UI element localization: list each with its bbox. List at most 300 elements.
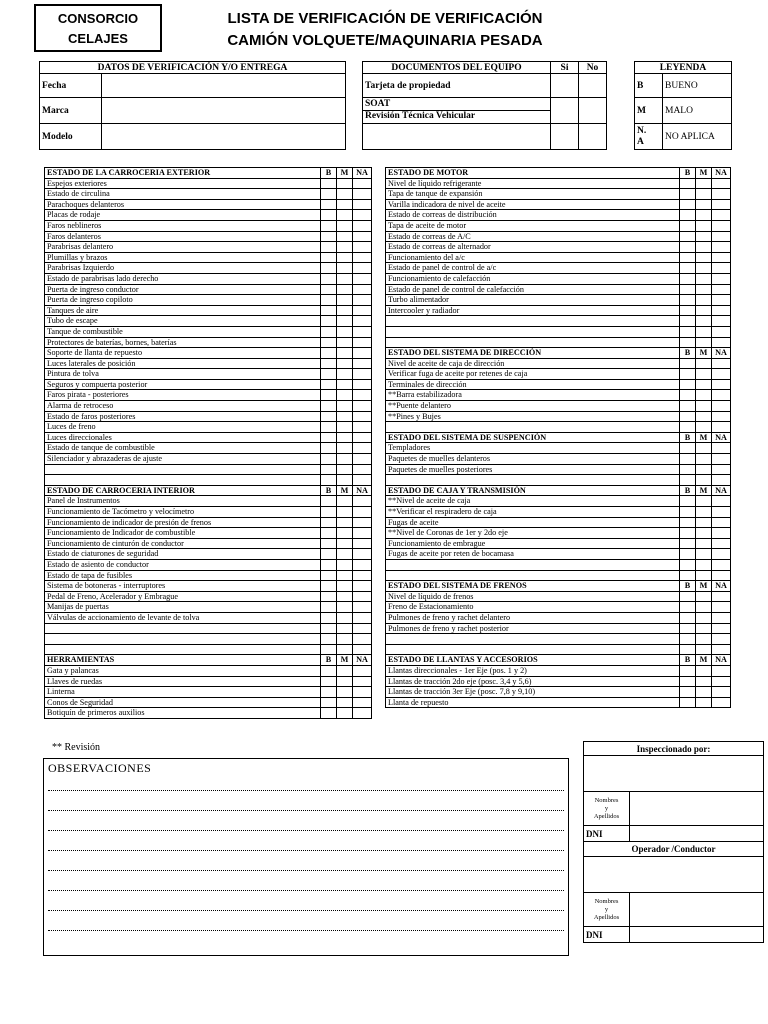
check-cell-na[interactable] bbox=[353, 496, 372, 507]
check-cell-b[interactable] bbox=[680, 358, 696, 369]
check-cell-na[interactable] bbox=[353, 379, 372, 390]
check-cell-m[interactable] bbox=[337, 220, 353, 231]
check-cell-m[interactable] bbox=[696, 570, 712, 581]
check-cell-m[interactable] bbox=[696, 602, 712, 613]
check-cell-b[interactable] bbox=[321, 454, 337, 465]
check-cell-na[interactable] bbox=[353, 326, 372, 337]
check-cell-b[interactable] bbox=[680, 644, 696, 655]
check-cell-m[interactable] bbox=[696, 358, 712, 369]
check-cell-na[interactable] bbox=[353, 697, 372, 708]
check-cell-na[interactable] bbox=[712, 358, 731, 369]
check-cell-m[interactable] bbox=[696, 295, 712, 306]
check-cell-b[interactable] bbox=[321, 475, 337, 486]
check-cell-b[interactable] bbox=[321, 676, 337, 687]
check-cell-b[interactable] bbox=[321, 581, 337, 592]
check-cell-b[interactable] bbox=[321, 464, 337, 475]
modelo-field[interactable] bbox=[102, 124, 346, 150]
check-cell-m[interactable] bbox=[696, 305, 712, 316]
check-cell-b[interactable] bbox=[680, 602, 696, 613]
check-cell-na[interactable] bbox=[712, 559, 731, 570]
check-cell-na[interactable] bbox=[353, 443, 372, 454]
check-cell-na[interactable] bbox=[712, 231, 731, 242]
check-cell-m[interactable] bbox=[337, 581, 353, 592]
check-cell-b[interactable] bbox=[680, 263, 696, 274]
check-cell-b[interactable] bbox=[680, 401, 696, 412]
check-cell-b[interactable] bbox=[321, 189, 337, 200]
check-cell-na[interactable] bbox=[712, 697, 731, 708]
check-cell-na[interactable] bbox=[353, 305, 372, 316]
check-cell-b[interactable] bbox=[680, 422, 696, 433]
check-cell-na[interactable] bbox=[353, 623, 372, 634]
check-cell-m[interactable] bbox=[337, 379, 353, 390]
check-cell-na[interactable] bbox=[353, 507, 372, 518]
check-cell-b[interactable] bbox=[680, 549, 696, 560]
check-cell-b[interactable] bbox=[321, 305, 337, 316]
check-cell-na[interactable] bbox=[712, 390, 731, 401]
check-cell-m[interactable] bbox=[696, 549, 712, 560]
check-cell-m[interactable] bbox=[337, 422, 353, 433]
check-cell-na[interactable] bbox=[353, 432, 372, 443]
check-cell-b[interactable] bbox=[321, 220, 337, 231]
check-cell-b[interactable] bbox=[321, 379, 337, 390]
check-cell-b[interactable] bbox=[680, 623, 696, 634]
check-cell-m[interactable] bbox=[337, 517, 353, 528]
check-cell-b[interactable] bbox=[321, 507, 337, 518]
check-cell-na[interactable] bbox=[712, 220, 731, 231]
check-cell-m[interactable] bbox=[696, 443, 712, 454]
check-cell-na[interactable] bbox=[712, 242, 731, 253]
check-cell-b[interactable] bbox=[680, 496, 696, 507]
check-cell-na[interactable] bbox=[353, 348, 372, 359]
check-cell-m[interactable] bbox=[337, 231, 353, 242]
check-cell-na[interactable] bbox=[712, 401, 731, 412]
check-cell-b[interactable] bbox=[680, 517, 696, 528]
check-cell-b[interactable] bbox=[321, 602, 337, 613]
check-cell-na[interactable] bbox=[353, 411, 372, 422]
check-cell-b[interactable] bbox=[680, 252, 696, 263]
check-cell-m[interactable] bbox=[696, 178, 712, 189]
check-cell-m[interactable] bbox=[337, 623, 353, 634]
check-cell-na[interactable] bbox=[712, 687, 731, 698]
check-cell-m[interactable] bbox=[337, 475, 353, 486]
check-cell-na[interactable] bbox=[712, 273, 731, 284]
check-cell-m[interactable] bbox=[696, 273, 712, 284]
soat-si-cell[interactable] bbox=[551, 98, 579, 124]
check-cell-na[interactable] bbox=[712, 623, 731, 634]
check-cell-b[interactable] bbox=[680, 676, 696, 687]
check-cell-na[interactable] bbox=[712, 570, 731, 581]
check-cell-m[interactable] bbox=[337, 178, 353, 189]
check-cell-na[interactable] bbox=[712, 591, 731, 602]
check-cell-m[interactable] bbox=[337, 591, 353, 602]
check-cell-na[interactable] bbox=[353, 570, 372, 581]
check-cell-b[interactable] bbox=[680, 559, 696, 570]
check-cell-m[interactable] bbox=[696, 496, 712, 507]
check-cell-m[interactable] bbox=[337, 411, 353, 422]
check-cell-na[interactable] bbox=[712, 517, 731, 528]
check-cell-m[interactable] bbox=[337, 676, 353, 687]
check-cell-na[interactable] bbox=[353, 316, 372, 327]
check-cell-b[interactable] bbox=[680, 369, 696, 380]
check-cell-m[interactable] bbox=[337, 708, 353, 719]
check-cell-m[interactable] bbox=[337, 401, 353, 412]
check-cell-na[interactable] bbox=[353, 220, 372, 231]
check-cell-m[interactable] bbox=[337, 496, 353, 507]
check-cell-na[interactable] bbox=[712, 496, 731, 507]
check-cell-na[interactable] bbox=[712, 443, 731, 454]
check-cell-na[interactable] bbox=[353, 358, 372, 369]
check-cell-m[interactable] bbox=[696, 411, 712, 422]
check-cell-m[interactable] bbox=[696, 665, 712, 676]
check-cell-m[interactable] bbox=[696, 284, 712, 295]
check-cell-na[interactable] bbox=[712, 178, 731, 189]
check-cell-b[interactable] bbox=[680, 538, 696, 549]
check-cell-na[interactable] bbox=[712, 464, 731, 475]
check-cell-na[interactable] bbox=[712, 316, 731, 327]
check-cell-b[interactable] bbox=[680, 464, 696, 475]
check-cell-m[interactable] bbox=[696, 559, 712, 570]
check-cell-m[interactable] bbox=[696, 316, 712, 327]
check-cell-m[interactable] bbox=[696, 199, 712, 210]
check-cell-na[interactable] bbox=[712, 676, 731, 687]
check-cell-b[interactable] bbox=[680, 570, 696, 581]
check-cell-m[interactable] bbox=[337, 316, 353, 327]
check-cell-b[interactable] bbox=[321, 358, 337, 369]
check-cell-b[interactable] bbox=[680, 284, 696, 295]
check-cell-m[interactable] bbox=[696, 369, 712, 380]
check-cell-m[interactable] bbox=[337, 464, 353, 475]
check-cell-m[interactable] bbox=[696, 528, 712, 539]
check-cell-b[interactable] bbox=[321, 295, 337, 306]
marca-field[interactable] bbox=[102, 98, 346, 124]
check-cell-m[interactable] bbox=[337, 507, 353, 518]
check-cell-na[interactable] bbox=[712, 422, 731, 433]
check-cell-na[interactable] bbox=[353, 634, 372, 645]
check-cell-m[interactable] bbox=[337, 273, 353, 284]
check-cell-na[interactable] bbox=[353, 559, 372, 570]
check-cell-na[interactable] bbox=[353, 454, 372, 465]
check-cell-na[interactable] bbox=[712, 379, 731, 390]
check-cell-b[interactable] bbox=[680, 273, 696, 284]
check-cell-m[interactable] bbox=[337, 454, 353, 465]
check-cell-na[interactable] bbox=[712, 252, 731, 263]
check-cell-b[interactable] bbox=[321, 697, 337, 708]
check-cell-b[interactable] bbox=[321, 517, 337, 528]
check-cell-b[interactable] bbox=[680, 305, 696, 316]
check-cell-m[interactable] bbox=[337, 263, 353, 274]
check-cell-m[interactable] bbox=[337, 305, 353, 316]
check-cell-na[interactable] bbox=[353, 464, 372, 475]
check-cell-m[interactable] bbox=[337, 326, 353, 337]
check-cell-b[interactable] bbox=[680, 528, 696, 539]
check-cell-na[interactable] bbox=[712, 284, 731, 295]
operador-nombres-field[interactable] bbox=[630, 893, 764, 927]
check-cell-na[interactable] bbox=[712, 326, 731, 337]
check-cell-na[interactable] bbox=[353, 178, 372, 189]
check-cell-na[interactable] bbox=[712, 305, 731, 316]
check-cell-b[interactable] bbox=[680, 337, 696, 348]
check-cell-b[interactable] bbox=[321, 665, 337, 676]
check-cell-na[interactable] bbox=[353, 369, 372, 380]
check-cell-na[interactable] bbox=[712, 210, 731, 221]
check-cell-m[interactable] bbox=[337, 369, 353, 380]
check-cell-m[interactable] bbox=[696, 475, 712, 486]
check-cell-b[interactable] bbox=[321, 210, 337, 221]
check-cell-b[interactable] bbox=[680, 475, 696, 486]
check-cell-na[interactable] bbox=[353, 528, 372, 539]
check-cell-m[interactable] bbox=[337, 665, 353, 676]
check-cell-m[interactable] bbox=[337, 348, 353, 359]
check-cell-m[interactable] bbox=[337, 284, 353, 295]
check-cell-m[interactable] bbox=[337, 602, 353, 613]
check-cell-m[interactable] bbox=[337, 528, 353, 539]
check-cell-na[interactable] bbox=[712, 644, 731, 655]
check-cell-na[interactable] bbox=[353, 252, 372, 263]
check-cell-na[interactable] bbox=[353, 517, 372, 528]
check-cell-b[interactable] bbox=[321, 284, 337, 295]
check-cell-m[interactable] bbox=[696, 538, 712, 549]
check-cell-b[interactable] bbox=[321, 242, 337, 253]
check-cell-m[interactable] bbox=[337, 612, 353, 623]
check-cell-na[interactable] bbox=[712, 263, 731, 274]
check-cell-b[interactable] bbox=[680, 199, 696, 210]
check-cell-na[interactable] bbox=[353, 538, 372, 549]
check-cell-na[interactable] bbox=[712, 634, 731, 645]
check-cell-b[interactable] bbox=[321, 549, 337, 560]
check-cell-na[interactable] bbox=[712, 411, 731, 422]
check-cell-na[interactable] bbox=[712, 528, 731, 539]
tarjeta-si-cell[interactable] bbox=[551, 74, 579, 98]
fecha-field[interactable] bbox=[102, 74, 346, 98]
check-cell-na[interactable] bbox=[353, 337, 372, 348]
check-cell-na[interactable] bbox=[353, 390, 372, 401]
doc-empty-si[interactable] bbox=[551, 124, 579, 150]
check-cell-b[interactable] bbox=[321, 687, 337, 698]
check-cell-b[interactable] bbox=[321, 273, 337, 284]
check-cell-b[interactable] bbox=[321, 252, 337, 263]
check-cell-m[interactable] bbox=[696, 623, 712, 634]
check-cell-b[interactable] bbox=[321, 369, 337, 380]
soat-no-cell[interactable] bbox=[579, 98, 607, 124]
check-cell-na[interactable] bbox=[353, 210, 372, 221]
check-cell-m[interactable] bbox=[337, 697, 353, 708]
check-cell-b[interactable] bbox=[321, 348, 337, 359]
check-cell-m[interactable] bbox=[696, 612, 712, 623]
check-cell-na[interactable] bbox=[353, 644, 372, 655]
check-cell-m[interactable] bbox=[337, 549, 353, 560]
check-cell-m[interactable] bbox=[696, 454, 712, 465]
check-cell-b[interactable] bbox=[321, 528, 337, 539]
check-cell-na[interactable] bbox=[712, 369, 731, 380]
check-cell-m[interactable] bbox=[337, 210, 353, 221]
check-cell-na[interactable] bbox=[353, 242, 372, 253]
check-cell-b[interactable] bbox=[680, 390, 696, 401]
check-cell-m[interactable] bbox=[337, 634, 353, 645]
check-cell-b[interactable] bbox=[321, 591, 337, 602]
check-cell-na[interactable] bbox=[353, 273, 372, 284]
check-cell-m[interactable] bbox=[696, 231, 712, 242]
check-cell-m[interactable] bbox=[696, 326, 712, 337]
check-cell-m[interactable] bbox=[696, 220, 712, 231]
check-cell-b[interactable] bbox=[680, 379, 696, 390]
check-cell-b[interactable] bbox=[321, 634, 337, 645]
check-cell-na[interactable] bbox=[353, 422, 372, 433]
check-cell-m[interactable] bbox=[337, 337, 353, 348]
check-cell-m[interactable] bbox=[337, 432, 353, 443]
check-cell-b[interactable] bbox=[321, 559, 337, 570]
check-cell-m[interactable] bbox=[696, 189, 712, 200]
check-cell-m[interactable] bbox=[337, 687, 353, 698]
inspector-signature-cell[interactable] bbox=[584, 756, 764, 792]
check-cell-m[interactable] bbox=[696, 687, 712, 698]
check-cell-b[interactable] bbox=[680, 634, 696, 645]
check-cell-na[interactable] bbox=[353, 687, 372, 698]
check-cell-m[interactable] bbox=[696, 591, 712, 602]
check-cell-na[interactable] bbox=[353, 591, 372, 602]
check-cell-b[interactable] bbox=[680, 242, 696, 253]
check-cell-na[interactable] bbox=[353, 602, 372, 613]
check-cell-m[interactable] bbox=[696, 210, 712, 221]
check-cell-m[interactable] bbox=[337, 559, 353, 570]
check-cell-m[interactable] bbox=[696, 390, 712, 401]
check-cell-b[interactable] bbox=[321, 612, 337, 623]
check-cell-b[interactable] bbox=[680, 178, 696, 189]
check-cell-m[interactable] bbox=[337, 390, 353, 401]
check-cell-b[interactable] bbox=[321, 432, 337, 443]
tarjeta-no-cell[interactable] bbox=[579, 74, 607, 98]
check-cell-na[interactable] bbox=[353, 284, 372, 295]
check-cell-b[interactable] bbox=[321, 326, 337, 337]
check-cell-na[interactable] bbox=[353, 263, 372, 274]
col-header-b: B bbox=[321, 485, 337, 496]
check-cell-b[interactable] bbox=[680, 210, 696, 221]
check-cell-m[interactable] bbox=[696, 401, 712, 412]
check-cell-na[interactable] bbox=[353, 189, 372, 200]
check-cell-b[interactable] bbox=[321, 644, 337, 655]
check-cell-na[interactable] bbox=[712, 199, 731, 210]
check-cell-m[interactable] bbox=[696, 379, 712, 390]
check-cell-na[interactable] bbox=[712, 538, 731, 549]
check-cell-m[interactable] bbox=[337, 570, 353, 581]
check-cell-na[interactable] bbox=[712, 454, 731, 465]
check-cell-na[interactable] bbox=[712, 189, 731, 200]
check-cell-na[interactable] bbox=[353, 401, 372, 412]
check-cell-b[interactable] bbox=[321, 443, 337, 454]
check-cell-b[interactable] bbox=[680, 454, 696, 465]
check-cell-m[interactable] bbox=[337, 252, 353, 263]
check-cell-b[interactable] bbox=[680, 697, 696, 708]
check-cell-m[interactable] bbox=[696, 676, 712, 687]
check-cell-m[interactable] bbox=[696, 644, 712, 655]
check-cell-na[interactable] bbox=[712, 549, 731, 560]
check-cell-b[interactable] bbox=[321, 496, 337, 507]
inspector-dni-field[interactable] bbox=[630, 826, 764, 842]
check-cell-b[interactable] bbox=[680, 231, 696, 242]
check-cell-m[interactable] bbox=[696, 252, 712, 263]
check-cell-b[interactable] bbox=[321, 178, 337, 189]
check-cell-m[interactable] bbox=[337, 295, 353, 306]
check-cell-b[interactable] bbox=[680, 326, 696, 337]
check-cell-b[interactable] bbox=[680, 612, 696, 623]
check-cell-b[interactable] bbox=[321, 708, 337, 719]
check-cell-na[interactable] bbox=[353, 231, 372, 242]
check-cell-b[interactable] bbox=[321, 401, 337, 412]
check-cell-b[interactable] bbox=[680, 220, 696, 231]
check-cell-b[interactable] bbox=[680, 316, 696, 327]
check-cell-m[interactable] bbox=[337, 189, 353, 200]
check-cell-na[interactable] bbox=[353, 676, 372, 687]
check-cell-b[interactable] bbox=[321, 316, 337, 327]
check-cell-m[interactable] bbox=[696, 634, 712, 645]
check-cell-m[interactable] bbox=[696, 422, 712, 433]
check-cell-na[interactable] bbox=[712, 612, 731, 623]
check-cell-na[interactable] bbox=[353, 708, 372, 719]
check-cell-b[interactable] bbox=[321, 538, 337, 549]
inspector-nombres-field[interactable] bbox=[630, 792, 764, 826]
check-cell-b[interactable] bbox=[321, 199, 337, 210]
check-cell-b[interactable] bbox=[680, 411, 696, 422]
check-cell-b[interactable] bbox=[680, 591, 696, 602]
check-cell-na[interactable] bbox=[353, 581, 372, 592]
observaciones-box[interactable] bbox=[43, 758, 569, 956]
check-cell-b[interactable] bbox=[321, 337, 337, 348]
check-cell-na[interactable] bbox=[712, 337, 731, 348]
operador-signature-cell[interactable] bbox=[584, 857, 764, 893]
operador-dni-field[interactable] bbox=[630, 927, 764, 943]
check-cell-b[interactable] bbox=[680, 189, 696, 200]
check-cell-na[interactable] bbox=[712, 665, 731, 676]
check-cell-m[interactable] bbox=[337, 538, 353, 549]
check-cell-na[interactable] bbox=[712, 295, 731, 306]
check-cell-m[interactable] bbox=[696, 507, 712, 518]
check-cell-b[interactable] bbox=[321, 570, 337, 581]
check-cell-m[interactable] bbox=[337, 199, 353, 210]
check-cell-na[interactable] bbox=[353, 612, 372, 623]
check-cell-m[interactable] bbox=[696, 464, 712, 475]
check-cell-b[interactable] bbox=[321, 623, 337, 634]
check-cell-m[interactable] bbox=[696, 517, 712, 528]
check-cell-b[interactable] bbox=[321, 231, 337, 242]
check-cell-na[interactable] bbox=[353, 665, 372, 676]
check-cell-na[interactable] bbox=[712, 507, 731, 518]
check-cell-b[interactable] bbox=[680, 443, 696, 454]
check-cell-b[interactable] bbox=[680, 665, 696, 676]
check-cell-na[interactable] bbox=[353, 295, 372, 306]
check-cell-b[interactable] bbox=[680, 687, 696, 698]
check-cell-m[interactable] bbox=[696, 337, 712, 348]
check-cell-na[interactable] bbox=[712, 602, 731, 613]
check-cell-na[interactable] bbox=[353, 475, 372, 486]
check-cell-na[interactable] bbox=[353, 549, 372, 560]
check-cell-m[interactable] bbox=[696, 263, 712, 274]
check-cell-b[interactable] bbox=[321, 263, 337, 274]
check-cell-b[interactable] bbox=[321, 411, 337, 422]
check-cell-m[interactable] bbox=[696, 242, 712, 253]
check-cell-m[interactable] bbox=[337, 443, 353, 454]
check-cell-m[interactable] bbox=[337, 242, 353, 253]
check-cell-m[interactable] bbox=[337, 358, 353, 369]
check-cell-na[interactable] bbox=[712, 475, 731, 486]
item-label: Estado de parabrisas lado derecho bbox=[45, 273, 321, 284]
check-cell-m[interactable] bbox=[337, 644, 353, 655]
check-cell-b[interactable] bbox=[321, 422, 337, 433]
check-cell-b[interactable] bbox=[680, 507, 696, 518]
check-cell-b[interactable] bbox=[321, 390, 337, 401]
check-cell-na[interactable] bbox=[353, 199, 372, 210]
doc-empty-no[interactable] bbox=[579, 124, 607, 150]
check-cell-b[interactable] bbox=[680, 295, 696, 306]
check-cell-m[interactable] bbox=[696, 697, 712, 708]
